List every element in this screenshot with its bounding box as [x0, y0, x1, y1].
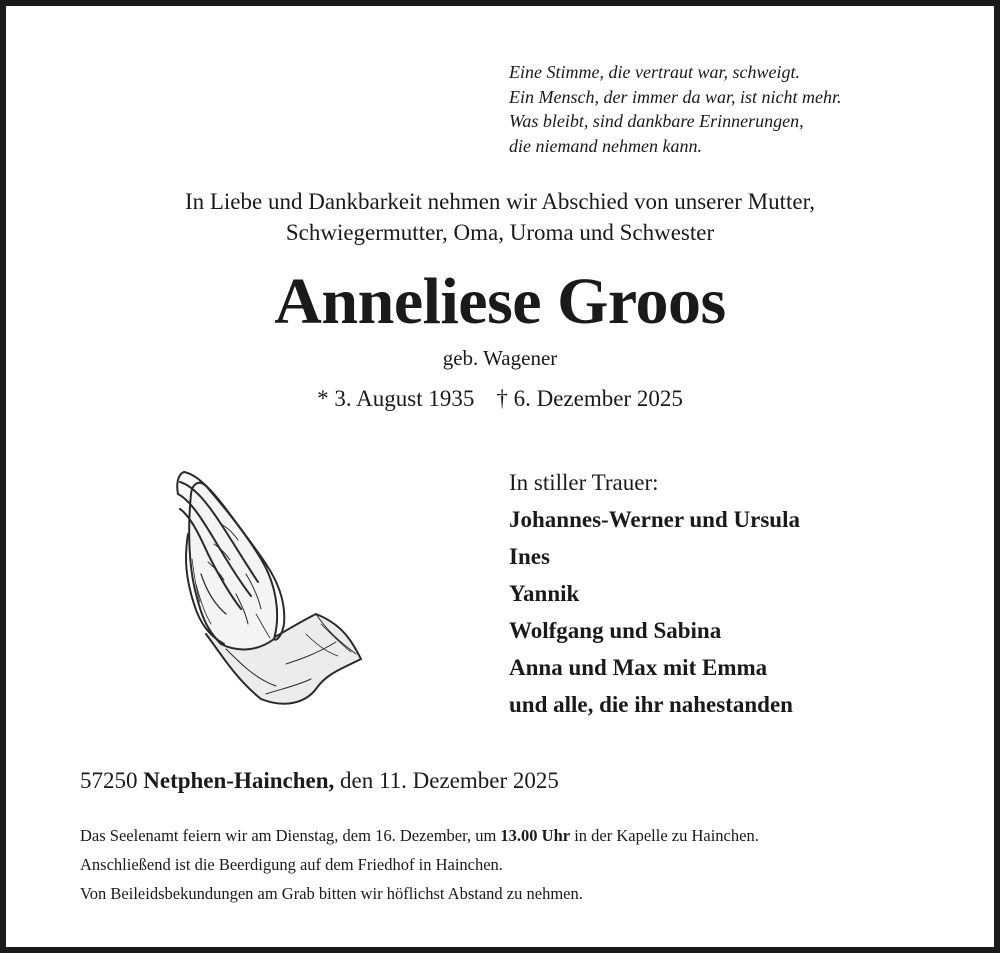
- praying-hands-icon: [166, 464, 376, 714]
- poem-line: Was bleibt, sind dankbare Erinnerungen,: [509, 111, 804, 131]
- mourner-entry: Yannik: [509, 581, 580, 606]
- mourners-heading: In stiller Trauer:: [509, 470, 659, 495]
- mourner-entry: Ines: [509, 544, 550, 569]
- death-date: † 6. Dezember 2025: [496, 386, 683, 411]
- service-note-text: Das Seelenamt feiern wir am Dienstag, dem 16. Dezember, um: [80, 826, 497, 845]
- postcode: 57250: [80, 768, 138, 793]
- poem-line: Ein Mensch, der immer da war, ist nicht mehr.: [509, 86, 842, 107]
- mourner-entry: Anna und Max mit Emma: [509, 655, 768, 680]
- intro-line: In Liebe und Dankbarkeit nehmen wir Abschied von unserer Mutter,: [184, 189, 816, 214]
- mourner-entry: Wolfgang und Sabina: [509, 618, 722, 643]
- deceased-name: Anneliese Groos: [274, 265, 726, 338]
- place-name: Netphen-Hainchen,: [143, 768, 335, 793]
- service-note-line: Anschließend ist die Beerdigung auf dem Friedhof in Hainchen.: [80, 855, 503, 874]
- intro-text: [6, 186, 994, 248]
- announcement-date: den 11. Dezember 2025: [340, 768, 559, 793]
- poem-line: die niemand nehmen kann.: [509, 135, 702, 156]
- service-note-line: Von Beileidsbekundungen am Grab bitten wir höflichst Abstand zu nehmen.: [80, 884, 583, 903]
- maiden-name: geb. Wagener: [442, 346, 558, 370]
- mourner-entry: und alle, die ihr nahestanden: [509, 692, 793, 717]
- birth-date: * 3. August 1935: [317, 386, 475, 411]
- service-note-line: [80, 821, 960, 850]
- intro-line: Schwiegermutter, Oma, Uroma und Schwester: [285, 220, 715, 245]
- mourners-list: [509, 464, 969, 723]
- service-notes: [80, 821, 960, 908]
- place-and-date: [80, 766, 940, 796]
- mourner-entry: Johannes-Werner und Ursula: [509, 507, 800, 532]
- life-dates: [6, 384, 994, 414]
- service-time: 13.00 Uhr: [500, 826, 571, 845]
- service-note-text: in der Kapelle zu Hainchen.: [574, 826, 759, 845]
- poem: [509, 60, 949, 158]
- poem-line: Eine Stimme, die vertraut war, schweigt.: [509, 62, 800, 82]
